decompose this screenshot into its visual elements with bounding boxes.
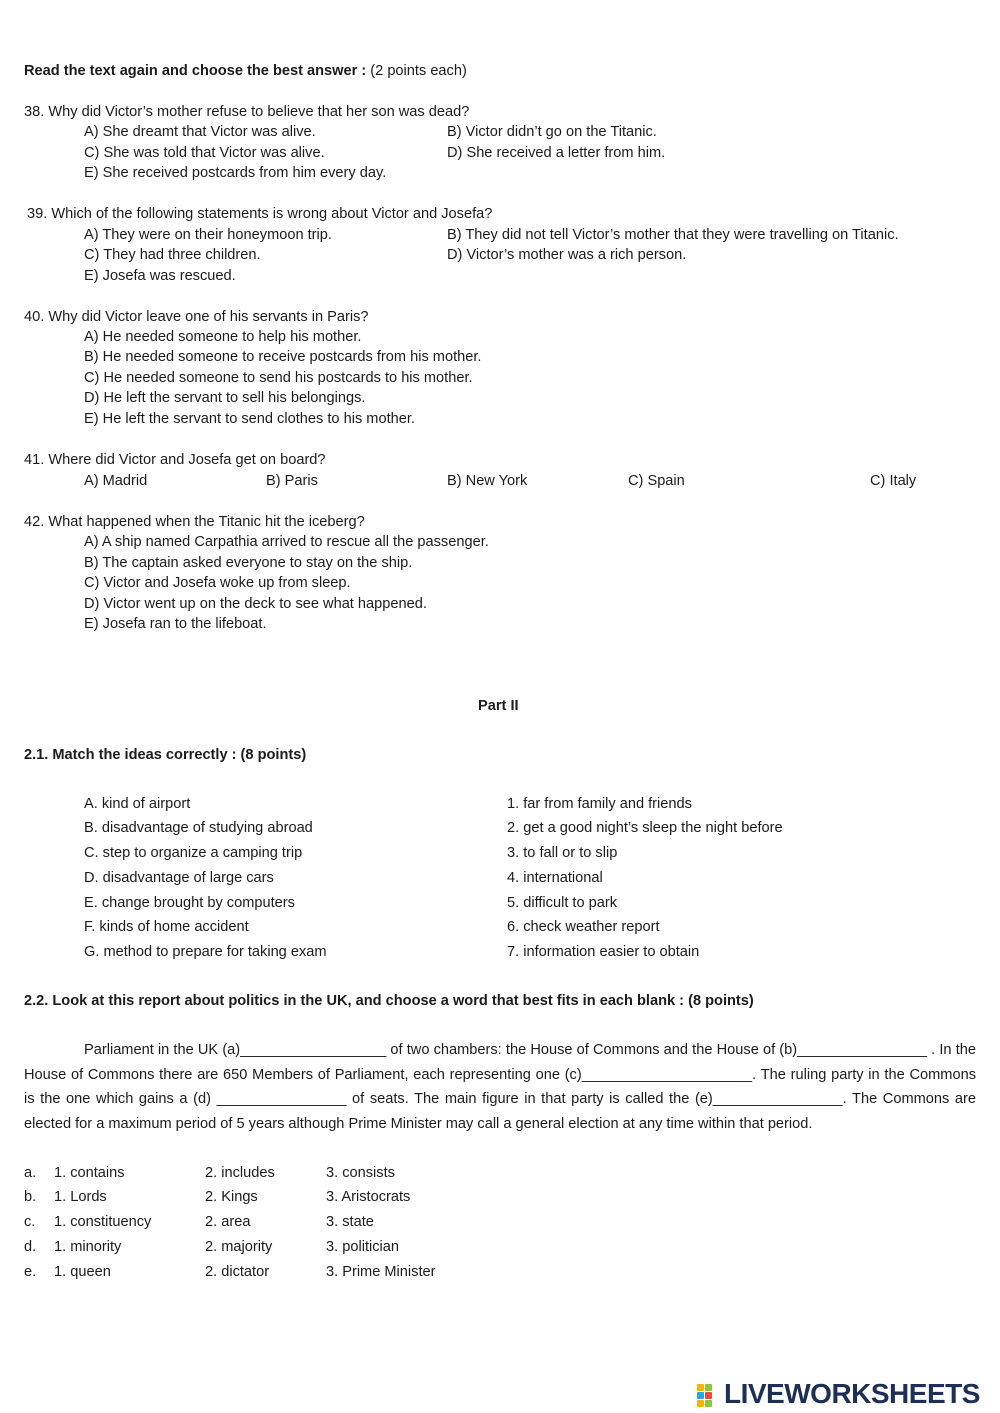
- option-b[interactable]: B) They did not tell Victor’s mother that they were travelling on Titanic.: [447, 227, 899, 243]
- option-d[interactable]: D) Victor went up on the deck to see what happened.: [84, 596, 427, 612]
- logo-square: [697, 1400, 704, 1407]
- choice-3[interactable]: 3. politician: [326, 1239, 400, 1255]
- section-2-1-title: 2.1. Match the ideas correctly : (8 points): [24, 747, 307, 763]
- choice-2[interactable]: 2. majority: [205, 1239, 273, 1255]
- logo-square: [697, 1392, 704, 1399]
- option-c[interactable]: B) New York: [447, 473, 528, 489]
- question-stem: 40. Why did Victor leave one of his servants in Paris?: [24, 309, 369, 325]
- report-text: Parliament in the UK (a)__________________ of two chambers: the House of Commons and the House of (b)________________ . In the House of Commons there are 650 Members of Parliament, each representing one (c)_____________________. The ruling party in the Commons is the one which gains a (d) ________________ of seats. The main figure in that party is called the (e)________________. The Commons are elected for a maximum period of 5 years although Prime Minister may call a general election at any time within that period.: [24, 1042, 976, 1132]
- row-letter: c.: [24, 1214, 36, 1230]
- logo-square: [705, 1400, 712, 1407]
- option-b[interactable]: B) Paris: [266, 473, 318, 489]
- option-c[interactable]: C) Victor and Josefa woke up from sleep.: [84, 575, 351, 591]
- choice-1[interactable]: 1. contains: [54, 1165, 125, 1181]
- option-a[interactable]: A) She dreamt that Victor was alive.: [84, 124, 316, 140]
- match-right-item[interactable]: 2. get a good night’s sleep the night before: [507, 820, 783, 836]
- question-stem: 38. Why did Victor’s mother refuse to believe that her son was dead?: [24, 104, 470, 120]
- option-e[interactable]: E) She received postcards from him every day.: [84, 165, 387, 181]
- logo-square: [705, 1384, 712, 1391]
- choice-2[interactable]: 2. dictator: [205, 1264, 270, 1280]
- choice-2[interactable]: 2. area: [205, 1214, 251, 1230]
- match-left-item[interactable]: G. method to prepare for taking exam: [84, 944, 327, 960]
- row-letter: b.: [24, 1189, 37, 1205]
- option-a[interactable]: A) They were on their honeymoon trip.: [84, 227, 332, 243]
- match-left-item[interactable]: D. disadvantage of large cars: [84, 870, 274, 886]
- instruction-bold: Read the text again and choose the best answer :: [24, 63, 367, 79]
- choice-1[interactable]: 1. minority: [54, 1239, 122, 1255]
- row-letter: a.: [24, 1165, 37, 1181]
- match-left-item[interactable]: F. kinds of home accident: [84, 919, 249, 935]
- option-b[interactable]: B) He needed someone to receive postcards from his mother.: [84, 349, 482, 365]
- match-right-item[interactable]: 5. difficult to park: [507, 895, 618, 911]
- row-letter: e.: [24, 1264, 37, 1280]
- option-b[interactable]: B) Victor didn’t go on the Titanic.: [447, 124, 657, 140]
- row-letter: d.: [24, 1239, 37, 1255]
- match-right-item[interactable]: 3. to fall or to slip: [507, 845, 618, 861]
- match-left-item[interactable]: A. kind of airport: [84, 796, 191, 812]
- option-e[interactable]: E) He left the servant to send clothes to his mother.: [84, 411, 415, 427]
- match-right-item[interactable]: 4. international: [507, 870, 603, 886]
- match-left-item[interactable]: E. change brought by computers: [84, 895, 295, 911]
- choice-1[interactable]: 1. Lords: [54, 1189, 107, 1205]
- match-right-item[interactable]: 1. far from family and friends: [507, 796, 692, 812]
- option-e[interactable]: C) Italy: [870, 473, 917, 489]
- match-left-item[interactable]: B. disadvantage of studying abroad: [84, 820, 313, 836]
- choice-1[interactable]: 1. constituency: [54, 1214, 152, 1230]
- choice-3[interactable]: 3. state: [326, 1214, 374, 1230]
- option-b[interactable]: B) The captain asked everyone to stay on the ship.: [84, 555, 413, 571]
- logo-squares-icon: [697, 1381, 721, 1407]
- logo-text: LIVEWORKSHEETS: [724, 1378, 980, 1409]
- question-stem: 42. What happened when the Titanic hit the iceberg?: [24, 514, 365, 530]
- option-e[interactable]: E) Josefa ran to the lifeboat.: [84, 616, 267, 632]
- option-d[interactable]: D) She received a letter from him.: [447, 145, 666, 161]
- match-left-item[interactable]: C. step to organize a camping trip: [84, 845, 303, 861]
- option-c[interactable]: C) They had three children.: [84, 247, 261, 263]
- option-e[interactable]: E) Josefa was rescued.: [84, 268, 236, 284]
- instruction-points: (2 points each): [366, 63, 467, 79]
- option-a[interactable]: A) A ship named Carpathia arrived to rescue all the passenger.: [84, 534, 489, 550]
- logo-square: [697, 1384, 704, 1391]
- liveworksheets-logo[interactable]: [697, 1378, 980, 1410]
- option-d[interactable]: D) Victor’s mother was a rich person.: [447, 247, 687, 263]
- report-paragraph: [24, 1038, 976, 1136]
- option-a[interactable]: A) He needed someone to help his mother.: [84, 329, 362, 345]
- choice-3[interactable]: 3. consists: [326, 1165, 395, 1181]
- question-stem: 39. Which of the following statements is wrong about Victor and Josefa?: [27, 206, 493, 222]
- option-a[interactable]: A) Madrid: [84, 473, 148, 489]
- choice-2[interactable]: 2. includes: [205, 1165, 275, 1181]
- match-right-item[interactable]: 7. information easier to obtain: [507, 944, 700, 960]
- choice-3[interactable]: 3. Aristocrats: [326, 1189, 411, 1205]
- instruction: [24, 61, 467, 81]
- logo-square: [705, 1392, 712, 1399]
- question-stem: 41. Where did Victor and Josefa get on board?: [24, 452, 326, 468]
- match-right-item[interactable]: 6. check weather report: [507, 919, 660, 935]
- choice-2[interactable]: 2. Kings: [205, 1189, 258, 1205]
- part-title: Part II: [478, 698, 519, 714]
- option-c[interactable]: C) She was told that Victor was alive.: [84, 145, 325, 161]
- option-d[interactable]: C) Spain: [628, 473, 685, 489]
- choice-1[interactable]: 1. queen: [54, 1264, 111, 1280]
- choice-3[interactable]: 3. Prime Minister: [326, 1264, 436, 1280]
- section-2-2-title: 2.2. Look at this report about politics in the UK, and choose a word that best fits in each blank : (8 points): [24, 993, 754, 1009]
- option-d[interactable]: D) He left the servant to sell his belongings.: [84, 390, 366, 406]
- option-c[interactable]: C) He needed someone to send his postcards to his mother.: [84, 370, 473, 386]
